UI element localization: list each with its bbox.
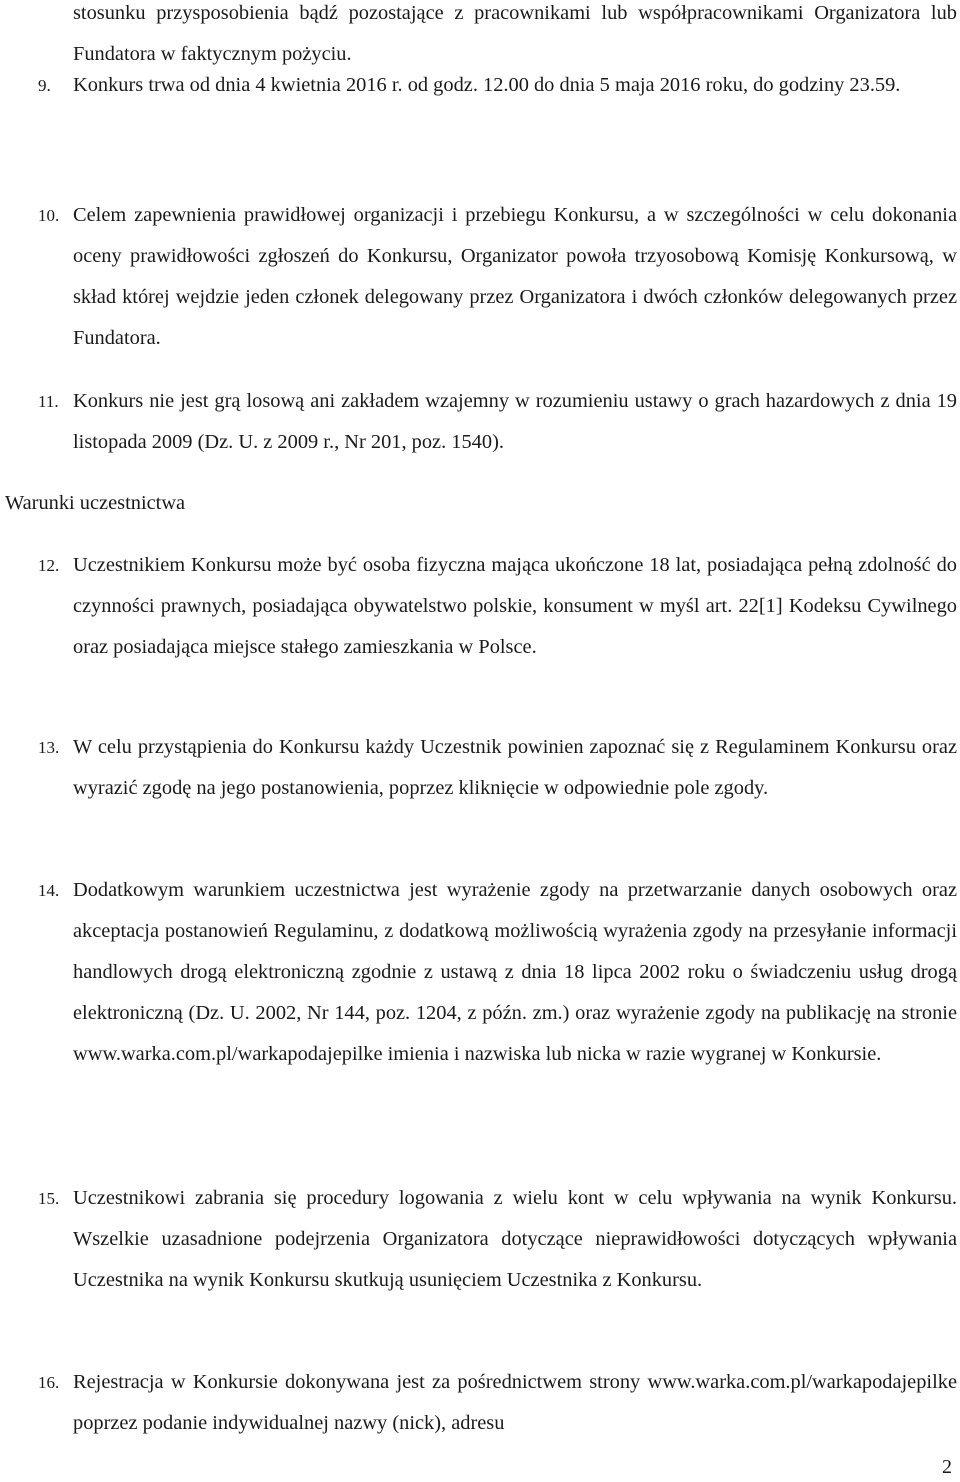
paragraph-text: Rejestracja w Konkursie dokonywana jest za pośrednictwem strony www.warka.com.pl/warkapodajepilke poprzez podanie indywidualnej nazwy (nick), adresu [73, 1371, 957, 1434]
paragraph-text: stosunku przysposobienia bądź pozostające z pracownikami lub współpracownikami Organizatora lub Fundatora w faktycznym pożyciu. [73, 2, 957, 65]
paragraph-number: 13. [38, 738, 60, 757]
paragraph-number: 12. [38, 556, 60, 575]
paragraph-number: 16. [38, 1373, 60, 1392]
section-heading: Warunki uczestnictwa [5, 492, 186, 514]
paragraph-12 [0, 545, 957, 668]
paragraph-text: Konkurs trwa od dnia 4 kwietnia 2016 r. od godz. 12.00 do dnia 5 maja 2016 roku, do godziny 23.59. [73, 74, 901, 96]
paragraph-11 [0, 381, 957, 463]
page-number: 2 [942, 1456, 952, 1478]
paragraph-10 [0, 195, 957, 359]
paragraph-14 [0, 870, 957, 1075]
paragraph-9 [0, 65, 957, 106]
paragraph-continuation [0, 0, 957, 75]
paragraph-text: W celu przystąpienia do Konkursu każdy Uczestnik powinien zapoznać się z Regulaminem Konkursu oraz wyrazić zgodę na jego postanowienia, poprzez kliknięcie w odpowiednie pole zgody. [73, 736, 957, 799]
paragraph-15 [0, 1178, 957, 1301]
paragraph-16 [0, 1362, 957, 1444]
paragraph-text: Konkurs nie jest grą losową ani zakładem wzajemny w rozumieniu ustawy o grach hazardowych z dnia 19 listopada 2009 (Dz. U. z 2009 r., Nr 201, poz. 1540). [73, 390, 957, 453]
paragraph-number: 14. [38, 881, 60, 900]
paragraph-text: Uczestnikiem Konkursu może być osoba fizyczna mająca ukończone 18 lat, posiadająca pełną zdolność do czynności prawnych, posiadająca obywatelstwo polskie, konsument w myśl art. 22[1] Kodeksu Cywilnego oraz posiadająca miejsce stałego zamieszkania w Polsce. [73, 554, 957, 658]
paragraph-number: 15. [38, 1189, 60, 1208]
paragraph-text: Dodatkowym warunkiem uczestnictwa jest wyrażenie zgody na przetwarzanie danych osobowych oraz akceptacja postanowień Regulaminu, z dodatkową możliwością wyrażenia zgody na przesyłanie informacji handlowych drogą elektroniczną zgodnie z ustawą z dnia 18 lipca 2002 roku o świadczeniu usług drogą elektroniczną (Dz. U. 2002, Nr 144, poz. 1204, z późn. zm.) oraz wyrażenie zgody na publikację na stronie www.warka.com.pl/warkapodajepilke imienia i nazwiska lub nicka w razie wygranej w Konkursie. [73, 879, 957, 1065]
paragraph-number: 9. [38, 76, 51, 95]
paragraph-text: Celem zapewnienia prawidłowej organizacji i przebiegu Konkursu, a w szczególności w celu dokonania oceny prawidłowości zgłoszeń do Konkursu, Organizator powoła trzyosobową Komisję Konkursową, w skład której wejdzie jeden członek delegowany przez Organizatora i dwóch członków delegowanych przez Fundatora. [73, 204, 957, 349]
paragraph-text: Uczestnikowi zabrania się procedury logowania z wielu kont w celu wpływania na wynik Konkursu. Wszelkie uzasadnione podejrzenia Organizatora dotyczące nieprawidłowości dotyczących wpływania Uczestnika na wynik Konkursu skutkują usunięciem Uczestnika z Konkursu. [73, 1187, 957, 1291]
paragraph-number: 11. [38, 392, 59, 411]
paragraph-13 [0, 727, 957, 809]
paragraph-number: 10. [38, 206, 60, 225]
